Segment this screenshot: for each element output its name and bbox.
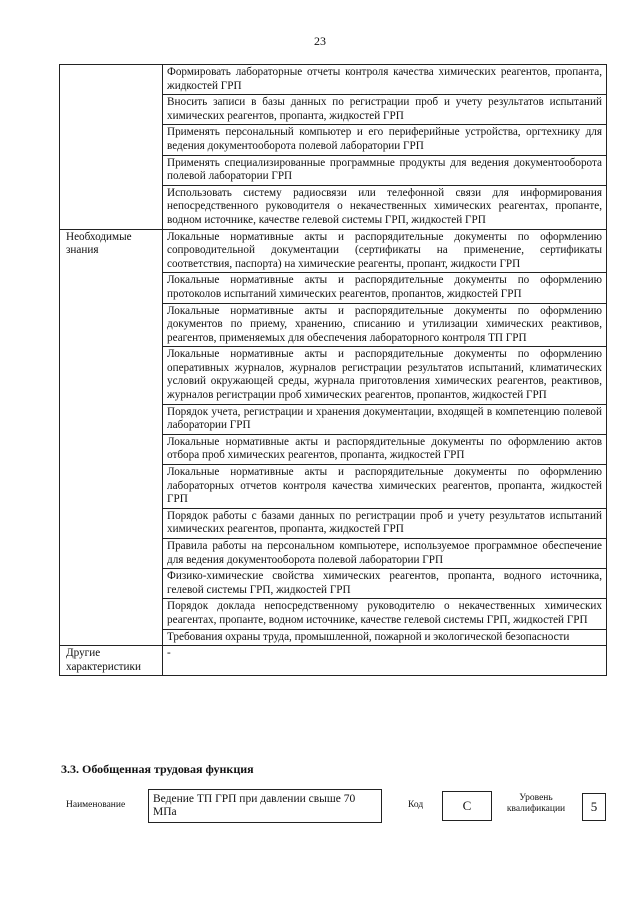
- row-item: Правила работы на персональном компьютере, используемое программное обеспечение для ведения документооборота полевой лаборатории ГРП: [163, 539, 607, 569]
- row-item: Вносить записи в базы данных по регистрации проб и учету результатов испытаний химических реагентов, пропанта, жидкостей ГРП: [163, 95, 607, 125]
- row-label: Другие характеристики: [60, 646, 163, 676]
- row-item: Локальные нормативные акты и распорядительные документы по оформлению оперативных журналов, журналов регистрации результатов испытаний, климатических условий окружающей среды, журнала приготовления химических реагентов, реактивов, журналов регистрации проб химических реагентов, пропантов, жидкостей ГРП: [163, 347, 607, 404]
- name-label: Наименование: [66, 800, 126, 810]
- row-item: Порядок доклада непосредственному руководителю о некачественных химических реагентах, пропанте, водном источнике, качестве гелевой системы ГРП, жидкостей ГРП: [163, 599, 607, 629]
- row-item: Применять персональный компьютер и его периферийные устройства, оргтехнику для ведения документооборота полевой лаборатории ГРП: [163, 125, 607, 155]
- name-value: Ведение ТП ГРП при давлении свыше 70 МПа: [153, 793, 356, 818]
- row-item: Локальные нормативные акты и распорядительные документы по оформлению лабораторных отчетов контроля качества химических реагентов, пропанта, жидкостей ГРП: [163, 465, 607, 509]
- row-item: Локальные нормативные акты и распорядительные документы по оформлению протоколов испытаний химических реагентов, пропантов, жидкостей ГРП: [163, 273, 607, 303]
- row-item: Локальные нормативные акты и распорядительные документы по оформлению сопроводительной документации (сертификаты на применение, сертификаты соответствия, паспорта) на химические реагенты, пропант, жидкости ГРП: [163, 229, 607, 273]
- row-item: Локальные нормативные акты и распорядительные документы по оформлению документов по приему, хранению, списанию и утилизации химических реактивов, реагентов, применяемых для обеспечения лабораторного контроля ТП ГРП: [163, 303, 607, 347]
- row-item: Использовать систему радиосвязи или телефонной связи для информирования непосредственного руководителя о некачественных химических реагентах, пропанте, водном источнике, качестве гелевой системы ГРП, жидкостей ГРП: [163, 185, 607, 229]
- row-item: Локальные нормативные акты и распорядительные документы по оформлению актов отбора проб химических реагентов, пропанта, жидкостей ГРП: [163, 434, 607, 464]
- level-value-box: [582, 793, 606, 821]
- row-item: Формировать лабораторные отчеты контроля качества химических реагентов, пропанта, жидкостей ГРП: [163, 65, 607, 95]
- table-row: [60, 646, 607, 676]
- row-item: Порядок учета, регистрации и хранения документации, входящей в компетенцию полевой лаборатории ГРП: [163, 404, 607, 434]
- table-row: [60, 65, 607, 95]
- table-row: [60, 229, 607, 273]
- row-item: Требования охраны труда, промышленной, пожарной и экологической безопасности: [163, 629, 607, 646]
- page-number: 23: [314, 34, 326, 48]
- row-item: Применять специализированные программные продукты для ведения документооборота полевой лаборатории ГРП: [163, 155, 607, 185]
- code-value: C: [462, 798, 472, 813]
- row-item: -: [163, 646, 607, 676]
- code-value-box: [442, 791, 492, 821]
- row-item: Порядок работы с базами данных по регистрации проб и учету результатов испытаний химических реагентов, пропанта, жидкостей ГРП: [163, 508, 607, 538]
- row-item: Физико-химические свойства химических реагентов, пропанта, водного источника, гелевой системы ГРП, жидкостей ГРП: [163, 569, 607, 599]
- level-value: 5: [590, 799, 598, 814]
- row-label: [60, 65, 163, 230]
- skills-knowledge-table: [59, 64, 607, 676]
- code-label: Код: [408, 800, 424, 810]
- section-heading: 3.3. Обобщенная трудовая функция: [61, 762, 254, 776]
- row-label: Необходимые знания: [60, 229, 163, 646]
- name-value-box: [148, 789, 382, 823]
- level-label: Уровень квалификации: [506, 793, 566, 814]
